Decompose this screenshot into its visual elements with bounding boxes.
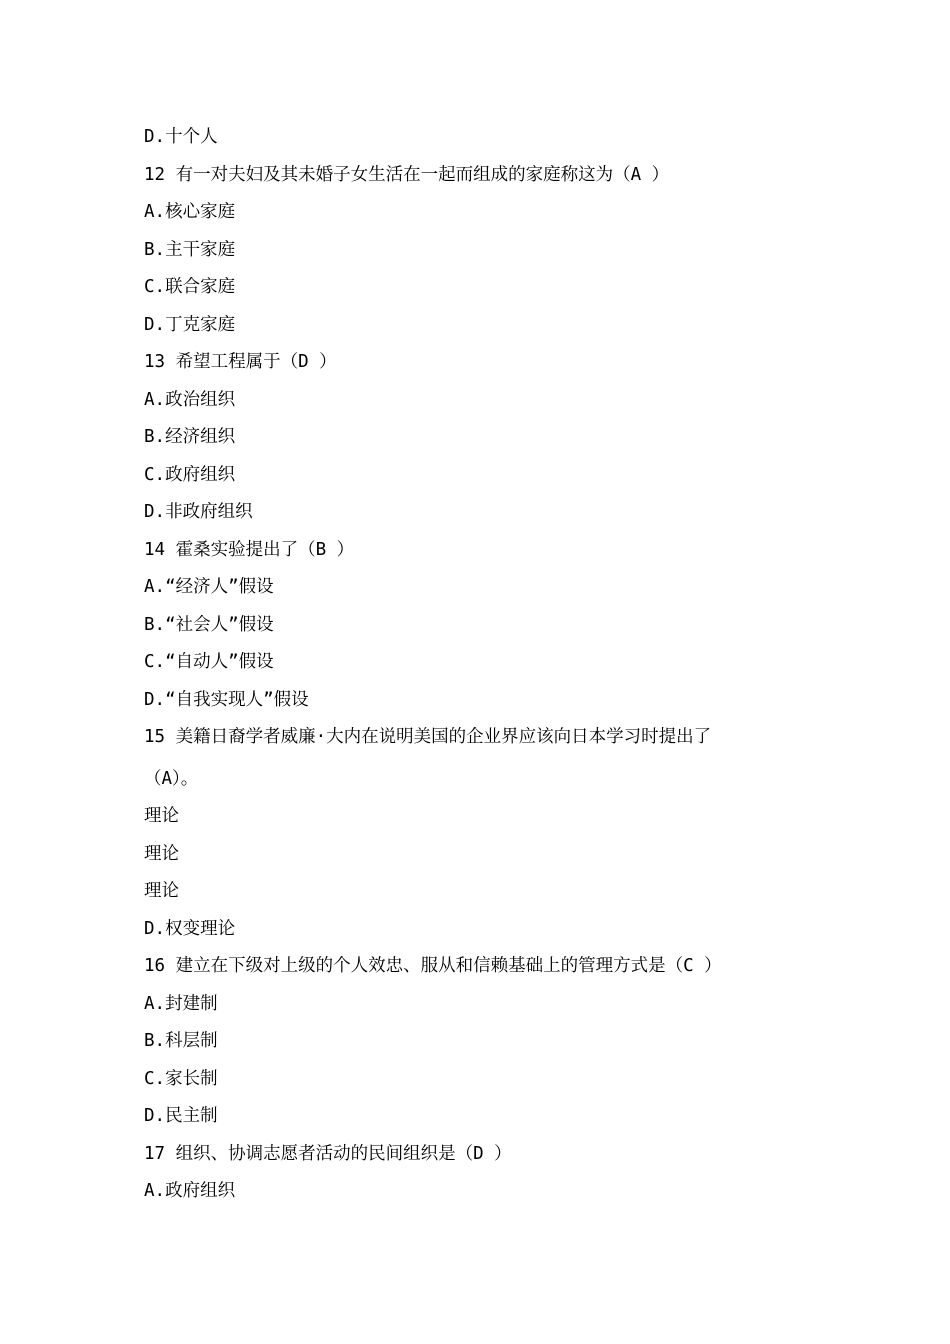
option-c-government-org: C.政府组织 (144, 465, 236, 485)
option-d-democracy: D.民主制 (144, 1106, 218, 1126)
question-16: 16 建立在下级对上级的个人效忠、服从和信赖基础上的管理方式是（C ） (144, 956, 722, 976)
option-d-dink-family: D.丁克家庭 (144, 315, 236, 335)
option-a-government-org: A.政府组织 (144, 1181, 236, 1201)
option-b-social-man: B.“社会人”假设 (144, 615, 274, 635)
option-d-ngo: D.非政府组织 (144, 502, 253, 522)
option-b-economic-org: B.经济组织 (144, 427, 236, 447)
option-a-economic-man: A.“经济人”假设 (144, 577, 274, 597)
option-theory-2: 理论 (144, 844, 179, 864)
option-a-feudal: A.封建制 (144, 994, 218, 1014)
option-theory-1: 理论 (144, 806, 179, 826)
option-d-self-actualizing-man: D.“自我实现人”假设 (144, 690, 309, 710)
option-d-contingency-theory: D.权变理论 (144, 919, 236, 939)
option-c-automatic-man: C.“自动人”假设 (144, 652, 274, 672)
question-12: 12 有一对夫妇及其未婚子女生活在一起而组成的家庭称这为（A ） (144, 165, 670, 185)
option-b-bureaucracy: B.科层制 (144, 1031, 218, 1051)
question-14: 14 霍桑实验提出了（B ） (144, 540, 355, 560)
option-theory-3: 理论 (144, 881, 179, 901)
option-c-joint-family: C.联合家庭 (144, 277, 236, 297)
question-13: 13 希望工程属于（D ） (144, 352, 337, 372)
question-15: 15 美籍日裔学者威廉·大内在说明美国的企业界应该向日本学习时提出了 (144, 727, 712, 747)
option-a-political-org: A.政治组织 (144, 390, 236, 410)
question-17: 17 组织、协调志愿者活动的民间组织是（D ） (144, 1144, 512, 1164)
option-a-nuclear-family: A.核心家庭 (144, 202, 236, 222)
option-d-ten-people: D.十个人 (144, 127, 218, 147)
option-c-paternalism: C.家长制 (144, 1069, 218, 1089)
question-15-answer: （A）。 (144, 769, 199, 789)
option-b-stem-family: B.主干家庭 (144, 240, 236, 260)
